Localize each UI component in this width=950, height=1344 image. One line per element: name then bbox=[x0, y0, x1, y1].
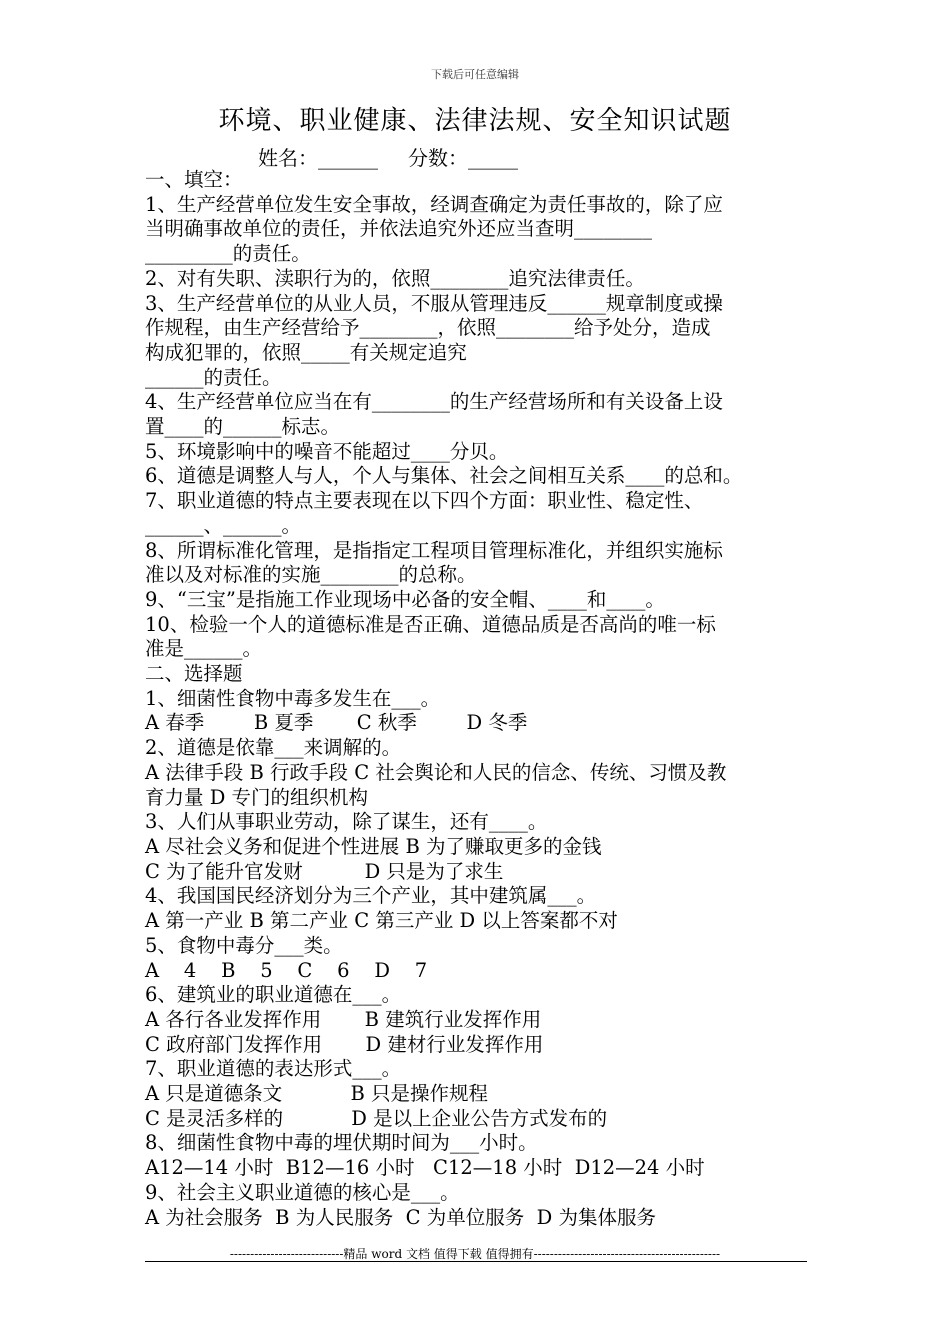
text-line: 5、环境影响中的噪音不能超过____分贝。 bbox=[145, 439, 509, 463]
text-line: 8、细菌性食物中毒的埋伏期时间为___小时。 bbox=[145, 1131, 538, 1155]
text-line: 5、食物中毒分___类。 bbox=[145, 933, 343, 957]
text-line: A12—14 小时 B12—16 小时 C12—18 小时 D12—24 小时 bbox=[145, 1156, 705, 1180]
text-line: A 尽社会义务和促进个性进展 B 为了赚取更多的金钱 bbox=[145, 834, 602, 858]
text-line: A 4 B 5 C 6 D 7 bbox=[145, 958, 428, 982]
text-line: 3、生产经营单位的从业人员，不服从管理违反______规章制度或操 bbox=[145, 291, 723, 315]
text-line: 6、道德是调整人与人，个人与集体、社会之间相互关系____的总和。 bbox=[145, 464, 743, 488]
text-line: 9、社会主义职业道德的核心是___。 bbox=[145, 1180, 460, 1204]
text-line: 置____的______标志。 bbox=[145, 415, 341, 439]
section-fill-in-heading: 一、填空： bbox=[145, 168, 243, 191]
text-line: A 第一产业 B 第二产业 C 第三产业 D 以上答案都不对 bbox=[145, 909, 618, 933]
text-line: ______、______。 bbox=[145, 513, 302, 537]
footer-text: ----------------------------精品 word 文档 值得下载 值得拥有---------------------------------------------- bbox=[229, 1247, 721, 1261]
footer-divider bbox=[145, 1261, 807, 1262]
text-line: 8、所谓标准化管理，是指指定工程项目管理标准化，并组织实施标 bbox=[145, 538, 723, 562]
text-line: C 是灵活多样的 D 是以上企业公告方式发布的 bbox=[145, 1106, 608, 1130]
text-line: 6、建筑业的职业道德在___。 bbox=[145, 983, 402, 1007]
text-line: 准以及对标准的实施________的总称。 bbox=[145, 563, 477, 587]
text-line: C 为了能升官发财 D 只是为了求生 bbox=[145, 859, 504, 883]
name-label: 姓名：______ bbox=[258, 146, 378, 170]
text-line: A 为社会服务 B 为人民服务 C 为单位服务 D 为集体服务 bbox=[145, 1205, 656, 1229]
text-line: A 法律手段 B 行政手段 C 社会舆论和人民的信念、传统、习惯及教 bbox=[145, 760, 727, 784]
text-line: 1、细菌性食物中毒多发生在___。 bbox=[145, 686, 441, 710]
section-choice-heading: 二、选择题 bbox=[145, 662, 243, 686]
text-line: 育力量 D 专门的组织机构 bbox=[145, 785, 369, 809]
text-line: 作规程，由生产经营给予________，依照________给予处分，造成 bbox=[145, 316, 711, 340]
text-line: A 只是道德条文 B 只是操作规程 bbox=[145, 1082, 488, 1106]
text-line: 2、对有失职、渎职行为的，依照________追究法律责任。 bbox=[145, 266, 645, 290]
text-line: 9、“三宝”是指施工作业现场中必备的安全帽、____和____。 bbox=[145, 587, 665, 611]
text-line: 4、我国国民经济划分为三个产业，其中建筑属___。 bbox=[145, 884, 597, 908]
text-line: A 春季 B 夏季 C 秋季 D 冬季 bbox=[145, 711, 528, 735]
text-line: _________的责任。 bbox=[145, 242, 311, 266]
text-line: ______的责任。 bbox=[145, 365, 282, 389]
text-line: 1、生产经营单位发生安全事故，经调查确定为责任事故的，除了应 bbox=[145, 192, 723, 216]
text-line: 当明确事故单位的责任，并依法追究外还应当查明________ bbox=[145, 217, 653, 241]
text-line: A 各行各业发挥作用 B 建筑行业发挥作用 bbox=[145, 1007, 542, 1031]
text-line: 4、生产经营单位应当在有________的生产经营场所和有关设备上设 bbox=[145, 390, 723, 414]
page-title: 环境、职业健康、法律法规、安全知识试题 bbox=[218, 106, 732, 136]
header-note: 下载后可任意编辑 bbox=[431, 68, 519, 81]
text-line: 10、检验一个人的道德标准是否正确、道德品质是否高尚的唯一标 bbox=[145, 612, 716, 636]
name-score-line bbox=[258, 142, 518, 171]
text-line: 构成犯罪的，依照_____有关规定追究 bbox=[145, 340, 467, 364]
text-line: 3、人们从事职业劳动，除了谋生，还有____。 bbox=[145, 810, 548, 834]
text-line: C 政府部门发挥作用 D 建材行业发挥作用 bbox=[145, 1032, 544, 1056]
exam-content bbox=[145, 168, 810, 1230]
text-line: 7、职业道德的表达形式___。 bbox=[145, 1057, 402, 1081]
text-line: 准是______。 bbox=[145, 637, 263, 661]
text-line: 7、职业道德的特点主要表现在以下四个方面：职业性、稳定性、 bbox=[145, 489, 704, 513]
text-line: 2、道德是依靠___来调解的。 bbox=[145, 736, 402, 760]
score-label: 分数：_____ bbox=[408, 146, 518, 170]
